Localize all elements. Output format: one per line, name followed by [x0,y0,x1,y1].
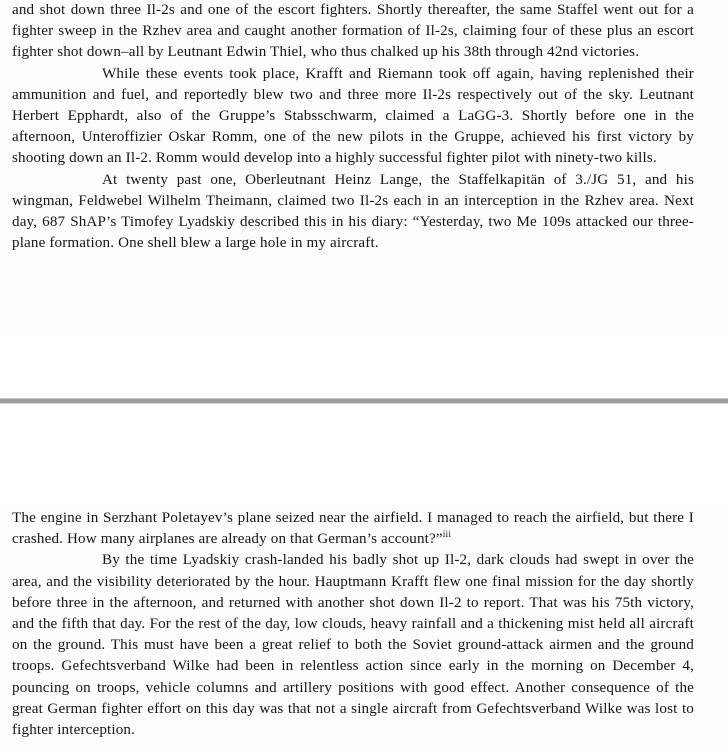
paragraph-poletayev-quote [12,508,694,550]
page-bottom-margin-upper [0,336,728,398]
paragraph-heinz-lange: At twenty past one, Oberleutnant Heinz Lange, the Staffelkapitän of 3./JG 51, and his wingman, Feldwebel Wilhelm Theimann, claimed two Il-2s each in an interception in the Rzhev area. Next day, 687 ShAP’s Timofey Lyadskiy described this in his diary: “Yesterday, two Me 109s attacked our three-plane formation. One shell blew a large hole in my aircraft. [12,171,694,252]
paragraph-lyadskiy-crash: By the time Lyadskiy crash-landed his badly shot up Il-2, dark clouds had swept in over the area, and the visibility deteriorated by the hour. Hauptmann Krafft flew one final mission for the day shortly before three in the afternoon, and returned with another shot down Il-2 to report. That was his 75th victory, and the fifth that day. For the rest of the day, low clouds, heavy rainfall and a thickening mist held all aircraft on the ground. This must have been a great relief to both the Soviet ground-attack airmen and the ground troops. Gefechtsverband Wilke had been in relentless action since early in the morning on December 4, pouncing on troops, vehicle columns and artillery positions with good effect. Another consequence of the great German fighter effort on this day was that not a single aircraft from Gefechtsverband Wilke was lost to fighter interception. [12,552,694,739]
footnote-reference-marker: iii [442,530,452,541]
paragraph-continuation: and shot down three Il-2s and one of the escort fighters. Shortly thereafter, the same Staffel went out for a fighter sweep in the Rzhev area and caught another formation of Il-2s, claiming four of these plus an escort fighter shot down–all by Leutnant Edwin Thiel, who thus chalked up his 38th through 42nd victories. [12,2,694,61]
paragraph-poletayev-quote-text: The engine in Serzhant Poletayev’s plane seized near the airfield. I managed to reach the airfield, but there I crashed. How many airplanes are already on that German’s account?” [12,510,694,548]
page-lower-text-column [0,508,728,741]
page-upper-text-column [0,0,728,254]
paragraph-krafft-riemann: While these events took place, Krafft and Riemann took off again, having replenished their ammunition and fuel, and reportedly blew two and three more Il-2s respectively out of the sky. Leutnant Herbert Epphardt, also of the Gruppe’s Stabsschwarm, claimed a LaGG-3. Shortly before one in the afternoon, Unteroffizier Oskar Romm, one of the new pilots in the Gruppe, achieved his first victory by shooting down an Il-2. Romm would develop into a highly successful fighter pilot with ninety-two kills. [12,65,694,167]
page-top-margin-lower [0,404,728,508]
